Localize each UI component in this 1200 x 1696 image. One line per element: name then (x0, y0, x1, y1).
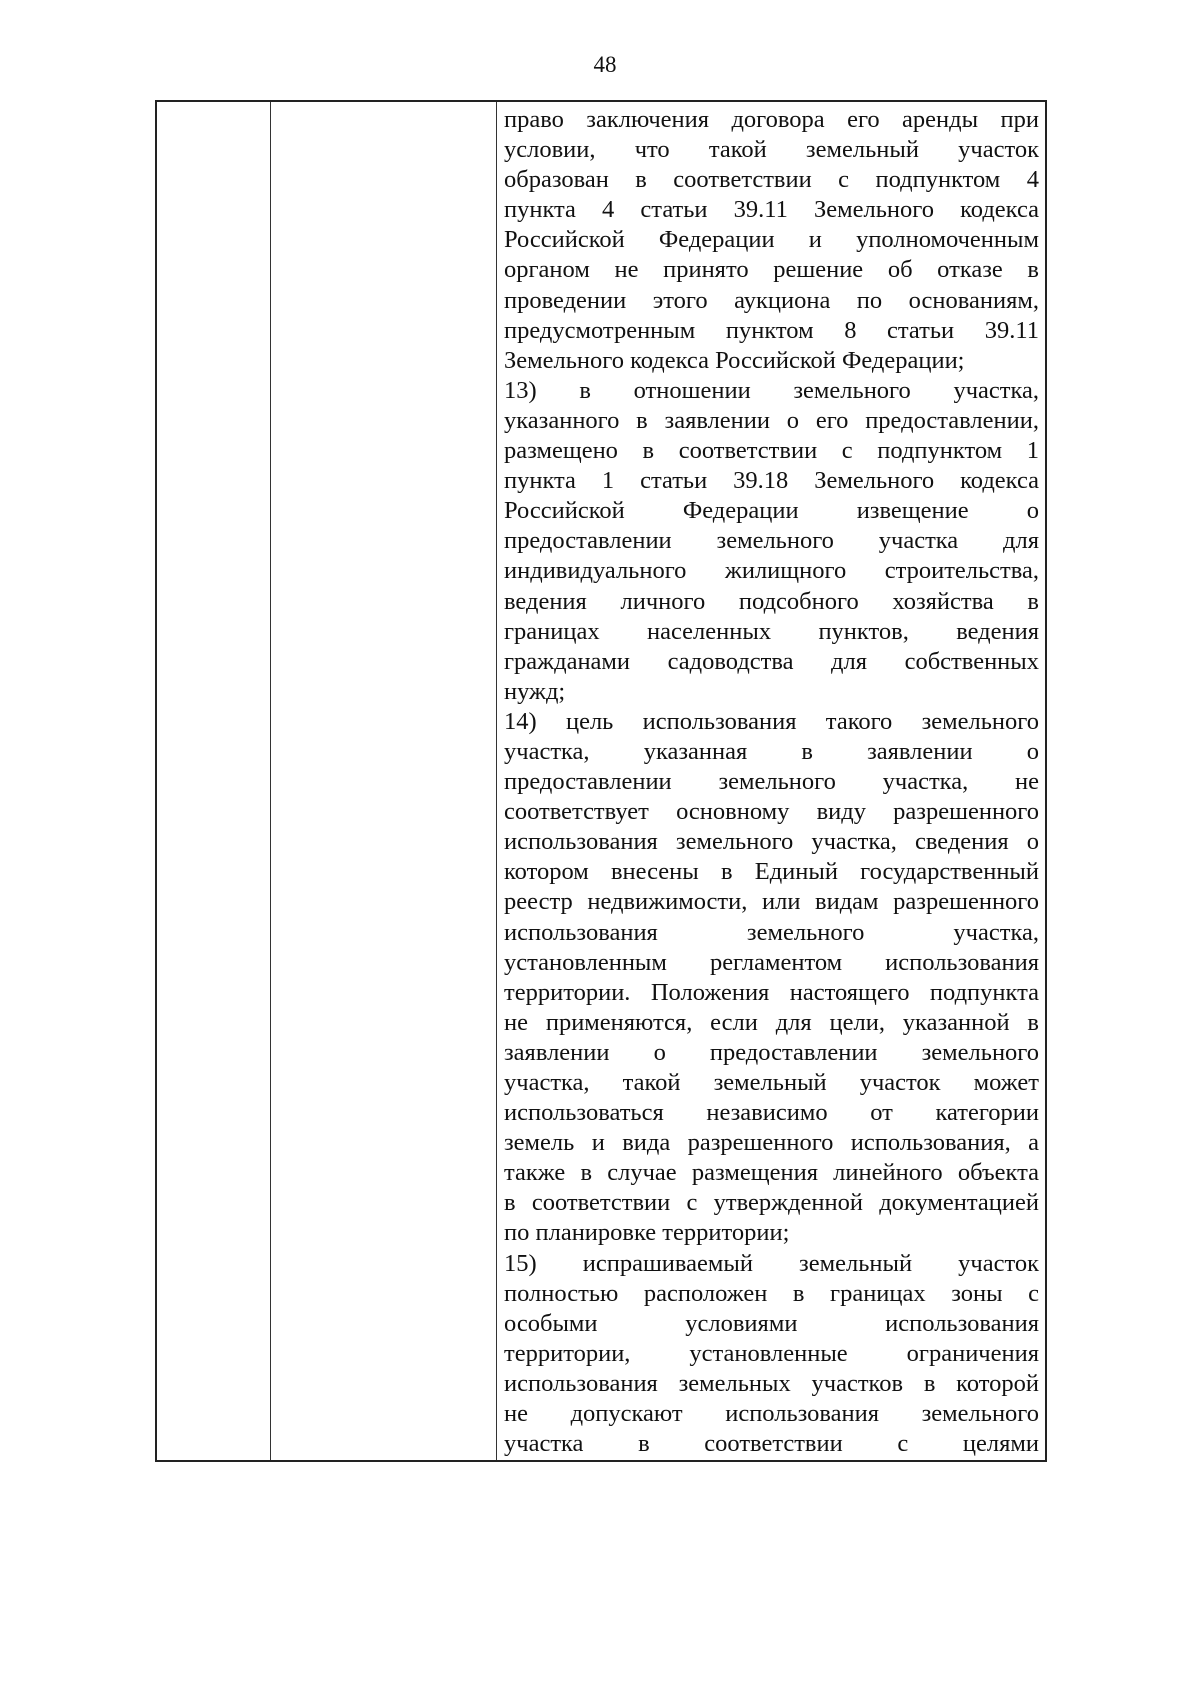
text-line: котором внесены в Единый государственный (504, 858, 1039, 886)
text-line: указанного в заявлении о его предоставлении, (504, 406, 1039, 434)
text-line: пункта 4 статьи 39.11 Земельного кодекса (504, 196, 1039, 224)
text-line: право заключения договора его аренды при (504, 106, 1039, 133)
text-line: использования земельного участка, сведения о (504, 828, 1039, 856)
text-line: гражданами садоводства для собственных (504, 647, 1039, 675)
text-line: по планировке территории; (504, 1219, 790, 1247)
table-cell-text (504, 105, 1039, 1459)
text-line: особыми условиями использования (504, 1309, 1039, 1337)
text-line: органом не принято решение об отказе в (504, 256, 1039, 284)
text-line: размещено в соответствии с подпунктом 1 (504, 437, 1039, 465)
text-line: границах населенных пунктов, ведения (504, 617, 1039, 645)
document-table (155, 100, 1047, 1462)
text-line: участка, указанная в заявлении о (504, 737, 1039, 765)
text-line: заявлении о предоставлении земельного (504, 1038, 1039, 1066)
text-line: предоставлении земельного участка, не (504, 768, 1039, 796)
text-line: установленным регламентом использования (504, 948, 1039, 976)
text-line: использоваться независимо от категории (504, 1099, 1039, 1127)
page-number: 48 (593, 52, 617, 77)
column-divider (270, 102, 271, 1460)
text-line: нужд; (504, 677, 566, 705)
text-line: пункта 1 статьи 39.18 Земельного кодекса (504, 467, 1039, 495)
text-line: предоставлении земельного участка для (504, 527, 1039, 555)
text-line: 13) в отношении земельного участка, (504, 376, 1039, 404)
text-line: соответствует основному виду разрешенного (504, 798, 1039, 826)
text-line: земель и вида разрешенного использования, а (504, 1129, 1039, 1157)
text-line: полностью расположен в границах зоны с (504, 1279, 1039, 1307)
text-line: образован в соответствии с подпунктом 4 (504, 166, 1039, 194)
text-line: индивидуального жилищного строительства, (504, 557, 1039, 585)
text-line: предусмотренным пунктом 8 статьи 39.11 (504, 316, 1039, 344)
text-line: проведении этого аукциона по основаниям, (504, 286, 1039, 314)
text-line: не применяются, если для цели, указанной в (504, 1008, 1039, 1036)
text-line: Российской Федерации извещение о (504, 497, 1039, 525)
column-divider (496, 102, 497, 1460)
text-line: не допускают использования земельного (504, 1400, 1039, 1428)
text-line: участка в соответствии с целями (504, 1430, 1039, 1458)
text-line: также в случае размещения линейного объекта (504, 1159, 1039, 1187)
text-line: в соответствии с утвержденной документацией (504, 1189, 1039, 1217)
text-line: реестр недвижимости, или видам разрешенного (504, 888, 1039, 916)
text-line: участка, такой земельный участок может (504, 1069, 1039, 1096)
text-line: Российской Федерации и уполномоченным (504, 226, 1039, 254)
text-line: ведения личного подсобного хозяйства в (504, 587, 1039, 615)
text-line: условии, что такой земельный участок (504, 136, 1039, 164)
text-line: использования земельных участков в которой (504, 1369, 1039, 1397)
text-line: территории. Положения настоящего подпункта (504, 978, 1039, 1006)
text-line: территории, установленные ограничения (504, 1339, 1039, 1367)
text-line: использования земельного участка, (504, 918, 1039, 946)
text-line: 14) цель использования такого земельного (504, 707, 1039, 735)
text-line: 15) испрашиваемый земельный участок (504, 1249, 1039, 1277)
text-line: Земельного кодекса Российской Федерации; (504, 346, 965, 374)
